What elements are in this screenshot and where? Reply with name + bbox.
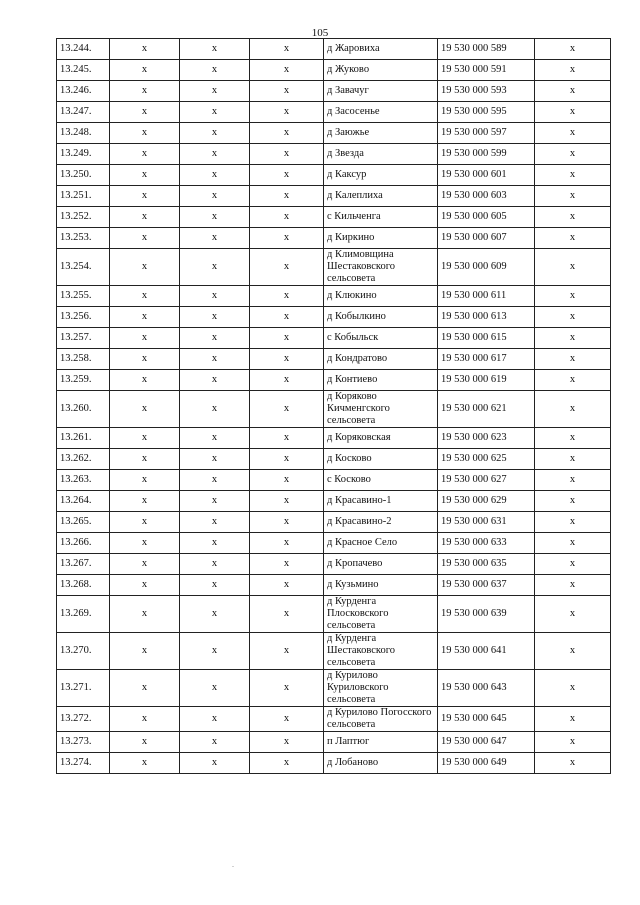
row-number: 13.256. [57, 307, 110, 328]
cell-x4: x [535, 81, 611, 102]
cell-x4: x [535, 512, 611, 533]
table-row [57, 470, 611, 491]
page-number: 105 [311, 27, 329, 39]
cell-x4: x [535, 670, 611, 707]
oktmo-code: 19 530 000 629 [438, 491, 535, 512]
cell-x4: x [535, 554, 611, 575]
table-row [57, 633, 611, 670]
settlement-name: д Коряково Кичменгского сельсовета [324, 391, 438, 428]
cell-x4: x [535, 102, 611, 123]
cell-x4: x [535, 633, 611, 670]
cell-x1: x [110, 328, 180, 349]
oktmo-code: 19 530 000 639 [438, 596, 535, 633]
cell-x4: x [535, 286, 611, 307]
cell-x4: x [535, 449, 611, 470]
oktmo-code: 19 530 000 605 [438, 207, 535, 228]
cell-x2: x [180, 349, 250, 370]
cell-x3: x [250, 575, 324, 596]
row-number: 13.257. [57, 328, 110, 349]
oktmo-code: 19 530 000 589 [438, 39, 535, 60]
cell-x1: x [110, 670, 180, 707]
cell-x3: x [250, 123, 324, 144]
row-number: 13.251. [57, 186, 110, 207]
table-row [57, 575, 611, 596]
table-row [57, 428, 611, 449]
cell-x4: x [535, 391, 611, 428]
table-row [57, 123, 611, 144]
row-number: 13.252. [57, 207, 110, 228]
cell-x1: x [110, 102, 180, 123]
row-number: 13.271. [57, 670, 110, 707]
row-number: 13.274. [57, 753, 110, 774]
oktmo-code: 19 530 000 627 [438, 470, 535, 491]
cell-x1: x [110, 165, 180, 186]
row-number: 13.262. [57, 449, 110, 470]
oktmo-code: 19 530 000 619 [438, 370, 535, 391]
cell-x3: x [250, 533, 324, 554]
cell-x3: x [250, 286, 324, 307]
cell-x3: x [250, 60, 324, 81]
oktmo-code: 19 530 000 621 [438, 391, 535, 428]
cell-x2: x [180, 391, 250, 428]
table-row [57, 391, 611, 428]
cell-x3: x [250, 512, 324, 533]
table-row [57, 596, 611, 633]
cell-x1: x [110, 349, 180, 370]
settlement-name: д Кропачево [324, 554, 438, 575]
cell-x3: x [250, 165, 324, 186]
row-number: 13.267. [57, 554, 110, 575]
settlement-name: д Курилово Погосского сельсовета [324, 707, 438, 732]
cell-x4: x [535, 370, 611, 391]
cell-x2: x [180, 144, 250, 165]
settlement-name: д Курилово Куриловского сельсовета [324, 670, 438, 707]
row-number: 13.253. [57, 228, 110, 249]
row-number: 13.270. [57, 633, 110, 670]
row-number: 13.258. [57, 349, 110, 370]
cell-x1: x [110, 60, 180, 81]
cell-x1: x [110, 123, 180, 144]
row-number: 13.260. [57, 391, 110, 428]
cell-x2: x [180, 575, 250, 596]
row-number: 13.264. [57, 491, 110, 512]
cell-x4: x [535, 575, 611, 596]
cell-x4: x [535, 707, 611, 732]
cell-x2: x [180, 533, 250, 554]
table-row [57, 370, 611, 391]
cell-x4: x [535, 470, 611, 491]
table-row [57, 449, 611, 470]
cell-x1: x [110, 554, 180, 575]
oktmo-code: 19 530 000 609 [438, 249, 535, 286]
cell-x1: x [110, 428, 180, 449]
cell-x3: x [250, 102, 324, 123]
cell-x1: x [110, 307, 180, 328]
cell-x2: x [180, 596, 250, 633]
cell-x3: x [250, 349, 324, 370]
oktmo-code: 19 530 000 649 [438, 753, 535, 774]
row-number: 13.244. [57, 39, 110, 60]
cell-x2: x [180, 428, 250, 449]
cell-x1: x [110, 533, 180, 554]
cell-x2: x [180, 491, 250, 512]
oktmo-code: 19 530 000 635 [438, 554, 535, 575]
table-row [57, 228, 611, 249]
oktmo-code: 19 530 000 647 [438, 732, 535, 753]
cell-x2: x [180, 670, 250, 707]
cell-x4: x [535, 533, 611, 554]
cell-x2: x [180, 249, 250, 286]
oktmo-code: 19 530 000 607 [438, 228, 535, 249]
cell-x4: x [535, 328, 611, 349]
row-number: 13.272. [57, 707, 110, 732]
cell-x3: x [250, 391, 324, 428]
oktmo-code: 19 530 000 595 [438, 102, 535, 123]
cell-x1: x [110, 753, 180, 774]
cell-x4: x [535, 228, 611, 249]
table-row [57, 732, 611, 753]
settlements-table [56, 38, 611, 774]
settlement-name: д Кондратово [324, 349, 438, 370]
settlement-name: с Кобыльск [324, 328, 438, 349]
cell-x3: x [250, 470, 324, 491]
cell-x4: x [535, 39, 611, 60]
cell-x1: x [110, 633, 180, 670]
cell-x4: x [535, 123, 611, 144]
cell-x3: x [250, 633, 324, 670]
cell-x3: x [250, 753, 324, 774]
oktmo-code: 19 530 000 599 [438, 144, 535, 165]
oktmo-code: 19 530 000 603 [438, 186, 535, 207]
table-row [57, 39, 611, 60]
table-row [57, 670, 611, 707]
cell-x3: x [250, 81, 324, 102]
cell-x3: x [250, 370, 324, 391]
table-row [57, 144, 611, 165]
settlement-name: д Жаровиха [324, 39, 438, 60]
table-row [57, 102, 611, 123]
oktmo-code: 19 530 000 611 [438, 286, 535, 307]
cell-x3: x [250, 428, 324, 449]
cell-x1: x [110, 391, 180, 428]
cell-x3: x [250, 307, 324, 328]
oktmo-code: 19 530 000 625 [438, 449, 535, 470]
table-row [57, 286, 611, 307]
cell-x3: x [250, 449, 324, 470]
cell-x1: x [110, 470, 180, 491]
cell-x1: x [110, 228, 180, 249]
row-number: 13.261. [57, 428, 110, 449]
cell-x1: x [110, 39, 180, 60]
cell-x2: x [180, 328, 250, 349]
settlement-name: д Лобаново [324, 753, 438, 774]
table-row [57, 186, 611, 207]
cell-x2: x [180, 732, 250, 753]
oktmo-code: 19 530 000 613 [438, 307, 535, 328]
cell-x4: x [535, 307, 611, 328]
cell-x1: x [110, 512, 180, 533]
settlement-name: д Косково [324, 449, 438, 470]
cell-x4: x [535, 349, 611, 370]
cell-x4: x [535, 491, 611, 512]
row-number: 13.265. [57, 512, 110, 533]
cell-x4: x [535, 753, 611, 774]
settlement-name: д Кузьмино [324, 575, 438, 596]
table-row [57, 207, 611, 228]
cell-x1: x [110, 491, 180, 512]
cell-x1: x [110, 575, 180, 596]
row-number: 13.247. [57, 102, 110, 123]
table-row [57, 753, 611, 774]
cell-x2: x [180, 633, 250, 670]
settlement-name: д Коряковская [324, 428, 438, 449]
table-body [57, 39, 611, 774]
cell-x2: x [180, 707, 250, 732]
oktmo-code: 19 530 000 615 [438, 328, 535, 349]
oktmo-code: 19 530 000 591 [438, 60, 535, 81]
table-row [57, 60, 611, 81]
cell-x3: x [250, 207, 324, 228]
cell-x1: x [110, 370, 180, 391]
cell-x2: x [180, 81, 250, 102]
cell-x2: x [180, 60, 250, 81]
settlement-name: д Красавино-2 [324, 512, 438, 533]
table-row [57, 165, 611, 186]
cell-x2: x [180, 286, 250, 307]
scan-mark: . [232, 860, 234, 869]
cell-x1: x [110, 707, 180, 732]
cell-x2: x [180, 753, 250, 774]
cell-x4: x [535, 732, 611, 753]
cell-x4: x [535, 165, 611, 186]
row-number: 13.254. [57, 249, 110, 286]
row-number: 13.248. [57, 123, 110, 144]
settlement-name: д Каксур [324, 165, 438, 186]
row-number: 13.263. [57, 470, 110, 491]
settlement-name: д Климовщина Шестаковского сельсовета [324, 249, 438, 286]
cell-x2: x [180, 470, 250, 491]
row-number: 13.273. [57, 732, 110, 753]
row-number: 13.250. [57, 165, 110, 186]
cell-x2: x [180, 554, 250, 575]
settlement-name: п Лаптюг [324, 732, 438, 753]
cell-x2: x [180, 207, 250, 228]
table-row [57, 349, 611, 370]
oktmo-code: 19 530 000 633 [438, 533, 535, 554]
cell-x3: x [250, 186, 324, 207]
cell-x2: x [180, 228, 250, 249]
oktmo-code: 19 530 000 601 [438, 165, 535, 186]
oktmo-code: 19 530 000 643 [438, 670, 535, 707]
settlement-name: с Кильченга [324, 207, 438, 228]
cell-x1: x [110, 596, 180, 633]
cell-x2: x [180, 186, 250, 207]
settlement-name: д Клюкино [324, 286, 438, 307]
settlement-name: д Кобылкино [324, 307, 438, 328]
settlement-name: д Красное Село [324, 533, 438, 554]
cell-x2: x [180, 307, 250, 328]
row-number: 13.249. [57, 144, 110, 165]
oktmo-code: 19 530 000 631 [438, 512, 535, 533]
row-number: 13.245. [57, 60, 110, 81]
settlement-name: д Засосенье [324, 102, 438, 123]
cell-x3: x [250, 491, 324, 512]
table-row [57, 707, 611, 732]
cell-x4: x [535, 249, 611, 286]
table-row [57, 249, 611, 286]
table-row [57, 533, 611, 554]
cell-x1: x [110, 732, 180, 753]
cell-x2: x [180, 123, 250, 144]
cell-x1: x [110, 249, 180, 286]
row-number: 13.266. [57, 533, 110, 554]
cell-x3: x [250, 144, 324, 165]
settlement-name: д Завачуг [324, 81, 438, 102]
table-row [57, 554, 611, 575]
cell-x2: x [180, 370, 250, 391]
cell-x3: x [250, 596, 324, 633]
row-number: 13.259. [57, 370, 110, 391]
cell-x1: x [110, 207, 180, 228]
settlement-name: д Контиево [324, 370, 438, 391]
cell-x2: x [180, 165, 250, 186]
settlement-name: д Калеплиха [324, 186, 438, 207]
cell-x2: x [180, 512, 250, 533]
cell-x3: x [250, 707, 324, 732]
oktmo-code: 19 530 000 623 [438, 428, 535, 449]
settlement-name: д Жуково [324, 60, 438, 81]
row-number: 13.268. [57, 575, 110, 596]
cell-x3: x [250, 554, 324, 575]
settlement-name: д Красавино-1 [324, 491, 438, 512]
row-number: 13.269. [57, 596, 110, 633]
table-row [57, 491, 611, 512]
cell-x1: x [110, 186, 180, 207]
cell-x1: x [110, 144, 180, 165]
cell-x3: x [250, 670, 324, 707]
cell-x1: x [110, 81, 180, 102]
cell-x2: x [180, 449, 250, 470]
settlement-name: д Заюжье [324, 123, 438, 144]
cell-x3: x [250, 732, 324, 753]
table-row [57, 307, 611, 328]
cell-x4: x [535, 596, 611, 633]
table-row [57, 512, 611, 533]
cell-x4: x [535, 186, 611, 207]
oktmo-code: 19 530 000 593 [438, 81, 535, 102]
row-number: 13.255. [57, 286, 110, 307]
cell-x3: x [250, 328, 324, 349]
cell-x4: x [535, 428, 611, 449]
settlement-name: д Курденга Плосковского сельсовета [324, 596, 438, 633]
settlement-name: д Звезда [324, 144, 438, 165]
oktmo-code: 19 530 000 637 [438, 575, 535, 596]
cell-x4: x [535, 207, 611, 228]
oktmo-code: 19 530 000 641 [438, 633, 535, 670]
cell-x2: x [180, 39, 250, 60]
oktmo-code: 19 530 000 645 [438, 707, 535, 732]
settlement-name: д Киркино [324, 228, 438, 249]
row-number: 13.246. [57, 81, 110, 102]
settlement-name: с Косково [324, 470, 438, 491]
oktmo-code: 19 530 000 597 [438, 123, 535, 144]
cell-x1: x [110, 449, 180, 470]
cell-x4: x [535, 144, 611, 165]
table-row [57, 81, 611, 102]
table-row [57, 328, 611, 349]
cell-x3: x [250, 228, 324, 249]
cell-x3: x [250, 39, 324, 60]
cell-x3: x [250, 249, 324, 286]
cell-x1: x [110, 286, 180, 307]
cell-x4: x [535, 60, 611, 81]
cell-x2: x [180, 102, 250, 123]
settlement-name: д Курденга Шестаковского сельсовета [324, 633, 438, 670]
oktmo-code: 19 530 000 617 [438, 349, 535, 370]
